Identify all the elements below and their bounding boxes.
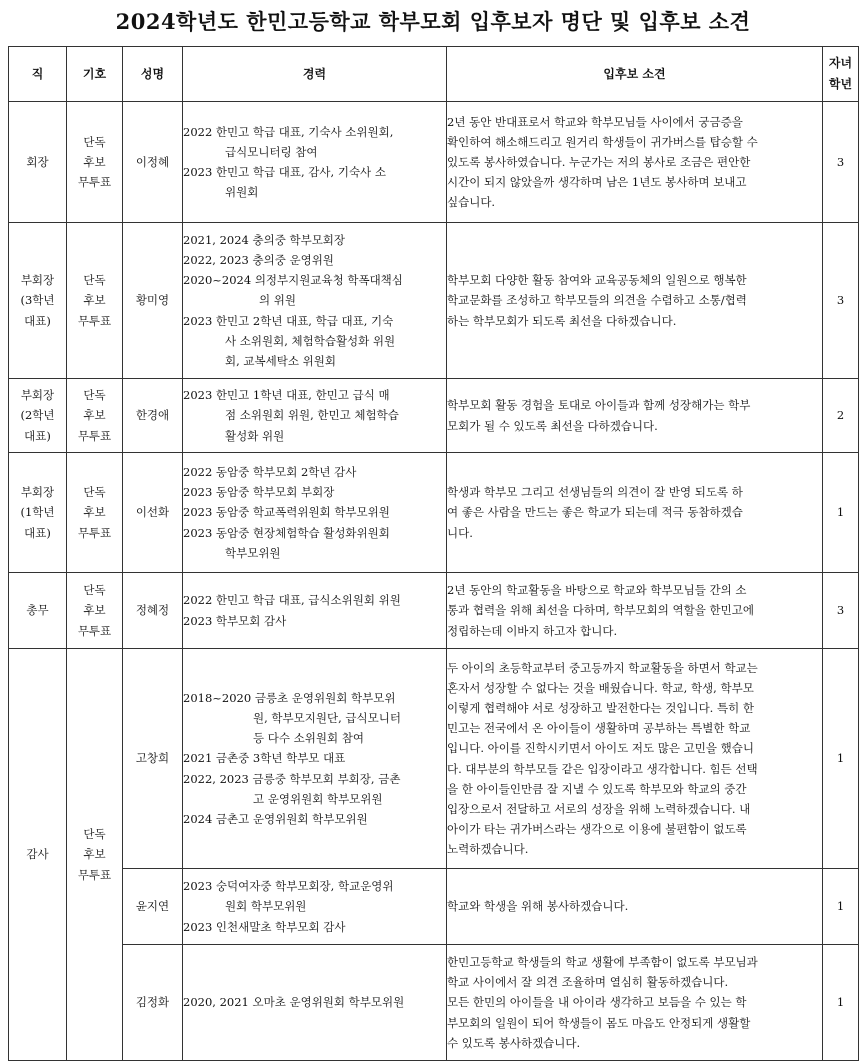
opinion-cell: 학교와 학생을 위해 봉사하겠습니다.: [447, 869, 823, 945]
name-cell: 이선화: [123, 453, 183, 573]
grade-cell: 1: [823, 649, 859, 869]
opinion-cell: 2년 동안 반대표로서 학교와 학부모님들 사이에서 궁금증을 확인하여 해소해드리고 원거리 학생들이 귀가버스를 탑승할 수 있도록 봉사하였습니다. 누군가는 저의 봉사로 조금은 편안한 시간이 되지 않았을까 생각하며 남은 1년도 봉사하며 보내고 싶습니다.: [447, 102, 823, 223]
grade-cell: 3: [823, 223, 859, 379]
grade-cell: 1: [823, 453, 859, 573]
table-row: [9, 379, 859, 453]
symbol-cell: 단독 후보 무투표: [67, 649, 123, 1061]
table-row: [9, 869, 859, 945]
table-row: [9, 102, 859, 223]
grade-cell: 3: [823, 573, 859, 649]
name-cell: 이정혜: [123, 102, 183, 223]
document-title: 2024학년도 한민고등학교 학부모회 입후보자 명단 및 입후보 소견: [115, 9, 751, 34]
header-symbol: 기호: [67, 47, 123, 102]
table-row: [9, 573, 859, 649]
career-cell: 2022 동암중 학부모회 2학년 감사 2023 동암중 학부모회 부회장 2023 동암중 학교폭력위원회 학부모위원 2023 동암중 현장체험학습 활성화위원회 학부모위원: [183, 453, 447, 573]
position-cell: 총무: [9, 573, 67, 649]
position-cell: 부회장 (1학년 대표): [9, 453, 67, 573]
symbol-cell: 단독 후보 무투표: [67, 453, 123, 573]
career-cell: 2022 한민고 학급 대표, 기숙사 소위원회, 급식모니터링 참여 2023 한민고 학급 대표, 감사, 기숙사 소 위원회: [183, 102, 447, 223]
career-cell: 2023 숭덕여자중 학부모회장, 학교운영위 원회 학부모위원 2023 인천새말초 학부모회 감사: [183, 869, 447, 945]
name-cell: 김정화: [123, 945, 183, 1061]
career-cell: 2021, 2024 충의중 학부모회장 2022, 2023 충의중 운영위원 2020~2024 의정부지원교육청 학폭대책심 의 위원 2023 한민고 2학년 대표, 학급 대표, 기숙 사 소위원회, 체험학습활성화 위원 회, 교복세탁소 위원회: [183, 223, 447, 379]
header-grade: 자녀 학년: [823, 47, 859, 102]
grade-cell: 2: [823, 379, 859, 453]
table-row: [9, 649, 859, 869]
career-cell: 2022 한민고 학급 대표, 급식소위원회 위원 2023 학부모회 감사: [183, 573, 447, 649]
career-cell: 2020, 2021 오마초 운영위원회 학부모위원: [183, 945, 447, 1061]
header-career: 경력: [183, 47, 447, 102]
career-cell: 2023 한민고 1학년 대표, 한민고 급식 매 점 소위원회 위원, 한민고 체험학습 활성화 위원: [183, 379, 447, 453]
symbol-cell: 단독 후보 무투표: [67, 379, 123, 453]
opinion-cell: 학부모회 활동 경험을 토대로 아이들과 함께 성장해가는 학부 모회가 될 수 있도록 최선을 다하겠습니다.: [447, 379, 823, 453]
table-row: [9, 223, 859, 379]
table-row: [9, 945, 859, 1061]
header-opinion: 입후보 소견: [447, 47, 823, 102]
grade-cell: 1: [823, 945, 859, 1061]
position-cell: 부회장 (2학년 대표): [9, 379, 67, 453]
symbol-cell: 단독 후보 무투표: [67, 102, 123, 223]
position-cell: 감사: [9, 649, 67, 1061]
opinion-cell: 학생과 학부모 그리고 선생님들의 의견이 잘 반영 되도록 하 여 좋은 사람을 만드는 좋은 학교가 되는데 적극 동참하겠습 니다.: [447, 453, 823, 573]
name-cell: 황미영: [123, 223, 183, 379]
opinion-cell: 학부모회 다양한 활동 참여와 교육공동체의 일원으로 행복한 학교문화를 조성하고 학부모들의 의견을 수렴하고 소통/협력 하는 학부모회가 되도록 최선을 다하겠습니다.: [447, 223, 823, 379]
name-cell: 정혜정: [123, 573, 183, 649]
grade-cell: 3: [823, 102, 859, 223]
symbol-cell: 단독 후보 무투표: [67, 223, 123, 379]
candidate-table: [8, 46, 859, 1061]
header-position: 직: [9, 47, 67, 102]
opinion-cell: 한민고등학교 학생들의 학교 생활에 부족함이 없도록 부모님과 학교 사이에서 잘 의견 조율하며 열심히 활동하겠습니다. 모든 한민의 아이들을 내 아이라 생각하고 보듬을 수 있는 학 부모회의 일원이 되어 학생들이 몸도 마음도 안정되게 생활할 수 있도록 봉사하겠습니다.: [447, 945, 823, 1061]
name-cell: 윤지연: [123, 869, 183, 945]
grade-cell: 1: [823, 869, 859, 945]
name-cell: 한경애: [123, 379, 183, 453]
position-cell: 회장: [9, 102, 67, 223]
name-cell: 고창희: [123, 649, 183, 869]
opinion-cell: 두 아이의 초등학교부터 중고등까지 학교활동을 하면서 학교는 혼자서 성장할 수 없다는 것을 배웠습니다. 학교, 학생, 학부모 이렇게 협력해야 서로 성장하고 발전한다는 것입니다. 특히 한 민고는 전국에서 온 아이들이 생활하며 공부하는 특별한 학교 입니다. 아이를 진학시키면서 아이도 저도 많은 고민을 했습니 다. 대부분의 학부모들 같은 입장이라고 생각합니다. 힘든 선택 을 한 아이들인만큼 잘 지낼 수 있도록 학부모와 학교의 중간 입장으로서 전달하고 서로의 성장을 위해 노력하겠습니다. 내 아이가 타는 귀가버스라는 생각으로 이용에 불편함이 없도록 노력하겠습니다.: [447, 649, 823, 869]
career-cell: 2018~2020 금릉초 운영위원회 학부모위 원, 학부모지원단, 급식모니터 등 다수 소위원회 참여 2021 금촌중 3학년 학부모 대표 2022, 2023 금릉중 학부모회 부회장, 금촌 고 운영위원회 학부모위원 2024 금촌고 운영위원회 학부모위원: [183, 649, 447, 869]
table-row: [9, 453, 859, 573]
header-row: [9, 47, 859, 102]
symbol-cell: 단독 후보 무투표: [67, 573, 123, 649]
opinion-cell: 2년 동안의 학교활동을 바탕으로 학교와 학부모님들 간의 소 통과 협력을 위해 최선을 다하며, 학부모회의 역할을 한민고에 정립하는데 이바지 하고자 합니다.: [447, 573, 823, 649]
position-cell: 부회장 (3학년 대표): [9, 223, 67, 379]
header-name: 성명: [123, 47, 183, 102]
